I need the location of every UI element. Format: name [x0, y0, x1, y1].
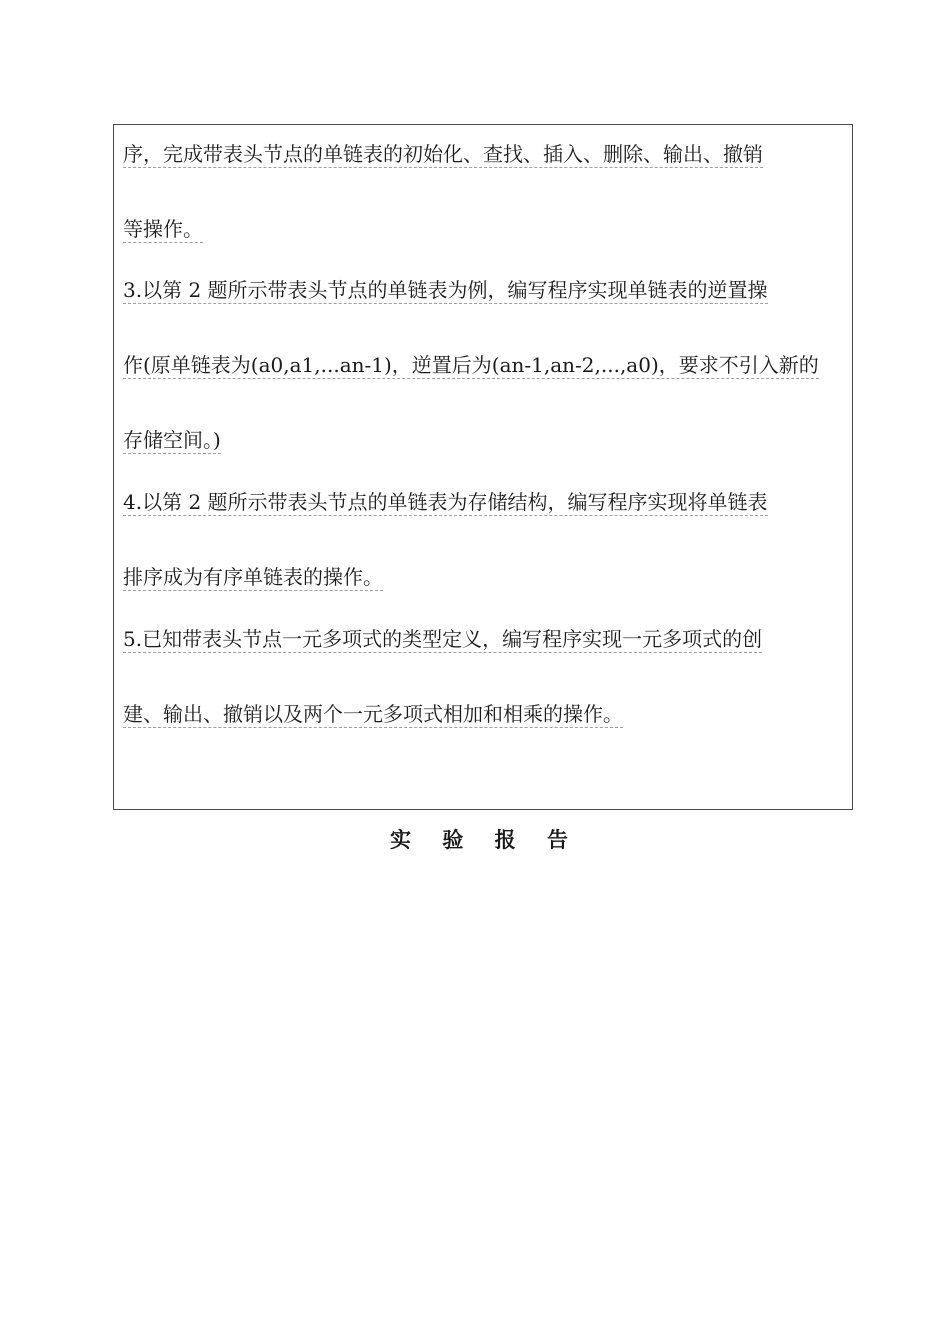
text-line: [123, 562, 383, 592]
report-title: 实 验 报 告: [390, 828, 580, 852]
text-line-content: 等操作。: [123, 217, 203, 241]
text-line: [123, 214, 203, 244]
text-line-content: 排序成为有序单链表的操作。: [123, 565, 383, 589]
text-line-content: 3.以第 2 题所示带表头节点的单链表为例，编写程序实现单链表的逆置操: [123, 278, 768, 302]
text-line: [123, 139, 763, 169]
text-line: [123, 275, 768, 305]
text-line-content: 作(原单链表为(a0,a1,...an-1)，逆置后为(an-1,an-2,...,a0)，要求不引入新的: [123, 353, 819, 377]
text-line: [123, 624, 762, 654]
text-line: [123, 699, 623, 729]
text-line-content: 序，完成带表头节点的单链表的初始化、查找、插入、删除、输出、撤销: [123, 142, 763, 166]
text-line-content: 5.已知带表头节点一元多项式的类型定义，编写程序实现一元多项式的创: [123, 627, 763, 651]
assignment-content-box: [113, 124, 853, 810]
text-line: [123, 487, 768, 517]
text-line: [123, 425, 221, 455]
text-line-content: 4.以第 2 题所示带表头节点的单链表为存储结构，编写程序实现将单链表: [123, 490, 768, 514]
text-line-content: 建、输出、撤销以及两个一元多项式相加和相乘的操作。: [123, 702, 623, 726]
text-line: [123, 350, 819, 380]
text-line-content: 存储空间。): [123, 428, 221, 452]
